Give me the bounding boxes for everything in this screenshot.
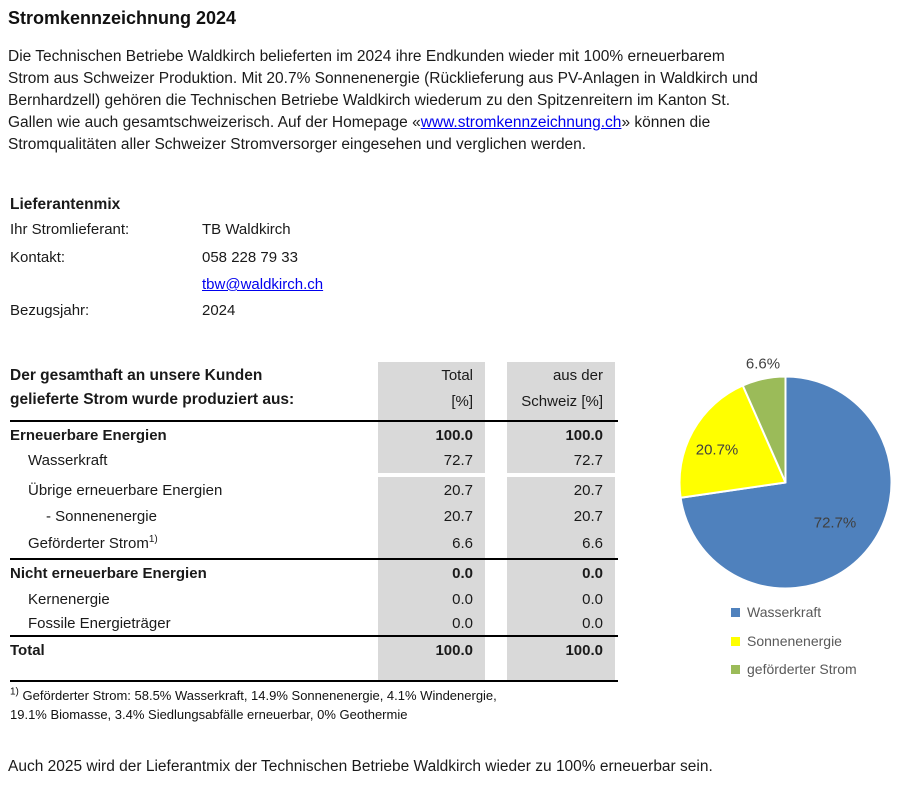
stromkennzeichnung-link[interactable]: www.stromkennzeichnung.ch [420, 114, 622, 131]
table-bottom-padding [10, 663, 615, 680]
row-label: Wasserkraft [28, 452, 108, 469]
row-label-text: Geförderter Strom [28, 535, 149, 552]
footnote-text-2: 19.1% Biomasse, 3.4% Siedlungsabfälle erneuerbar, 0% Geothermie [10, 707, 408, 722]
row-label: Fossile Energieträger [28, 615, 171, 632]
footnote-text-1: Geförderter Strom: 58.5% Wasserkraft, 14.9% Sonnenenergie, 4.1% Windenergie, [18, 688, 497, 703]
header-schweiz-line-1: aus der [552, 367, 603, 384]
supplier-value: TB Waldkirch [202, 221, 291, 238]
row-schweiz: 0.0 [507, 612, 615, 635]
intro-line-1: Die Technischen Betriebe Waldkirch belieferten im 2024 ihre Endkunden wieder mit 100% erneuerbarem [8, 48, 725, 65]
legend-item-sonnenenergie [731, 633, 842, 649]
row-schweiz: 20.7 [507, 503, 615, 529]
intro-paragraph [8, 46, 900, 156]
row-total: 100.0 [378, 637, 485, 663]
footnote-marker: 1) [10, 686, 19, 698]
table-row-nicht-erneuerbare [10, 560, 615, 586]
table-row-sonnenenergie [10, 503, 615, 529]
pie-chart [650, 340, 900, 685]
row-schweiz: 20.7 [507, 477, 615, 503]
row-schweiz: 0.0 [507, 586, 615, 612]
supplier-row-bezugsjahr [10, 302, 235, 319]
row-label: Nicht erneuerbare Energien [10, 564, 207, 582]
header-total-line-2: [%] [451, 393, 473, 410]
legend-label: Wasserkraft [747, 604, 822, 620]
row-total: 0.0 [378, 612, 485, 635]
table-row-erneuerbare [10, 422, 615, 448]
email-link[interactable]: tbw@waldkirch.ch [202, 276, 324, 293]
energy-mix-table [10, 358, 622, 682]
row-total: 0.0 [378, 560, 485, 586]
footnote-marker: 1) [148, 534, 158, 545]
header-schweiz-line-2: Schweiz [%] [521, 393, 603, 410]
row-label: Kernenergie [28, 590, 110, 608]
row-label: Übrige erneuerbare Energien [28, 481, 223, 499]
table-header-row [10, 362, 615, 420]
row-label: Total [10, 641, 45, 659]
legend-label: geförderter Strom [747, 661, 857, 677]
table-row-fossile [10, 612, 615, 635]
table-bottom-border [10, 680, 618, 682]
pie-label-wasserkraft: 72.7% [813, 514, 857, 532]
row-total: 100.0 [378, 422, 485, 448]
supplier-label: Kontakt: [10, 249, 66, 266]
table-row-uebrige [10, 477, 615, 503]
row-total: 20.7 [378, 477, 485, 503]
supplier-value: 058 228 79 33 [202, 249, 298, 266]
table-header-total [378, 362, 485, 420]
row-total: 6.6 [378, 529, 485, 558]
supplier-section-heading: Lieferantenmix [10, 196, 121, 213]
intro-line-4-before: Gallen wie auch gesamtschweizerisch. Auf der Homepage « [8, 114, 421, 131]
legend-item-wasserkraft [731, 604, 821, 620]
table-row-wasserkraft [10, 448, 615, 473]
legend-marker-wasserkraft [731, 608, 740, 617]
row-schweiz: 72.7 [507, 448, 615, 473]
legend-label: Sonnenenergie [747, 633, 842, 649]
row-label: Erneuerbare Energien [10, 426, 167, 444]
row-label: - Sonnenenergie [46, 507, 157, 525]
legend-marker-sonnenenergie [731, 637, 740, 646]
pie-label-gefoerderter-strom: 6.6% [745, 355, 781, 373]
table-header-label [10, 362, 378, 412]
table-row-gefoerderter-strom [10, 529, 615, 558]
table-header-schweiz [507, 362, 615, 420]
row-total: 20.7 [378, 503, 485, 529]
row-schweiz: 100.0 [507, 422, 615, 448]
intro-line-4 [8, 112, 900, 134]
row-schweiz: 100.0 [507, 637, 615, 663]
table-row-total [10, 637, 615, 663]
supplier-row-lieferant [10, 221, 291, 238]
table-footnote [10, 686, 497, 724]
legend-item-gefoerderter-strom [731, 661, 857, 677]
header-total-line-1: Total [441, 367, 473, 384]
legend-marker-gefoerderter-strom [731, 665, 740, 674]
intro-line-2: Strom aus Schweizer Produktion. Mit 20.7% Sonnenenergie (Rücklieferung aus PV-Anlagen in Waldkirch und [8, 70, 758, 87]
supplier-label: Ihr Stromlieferant: [10, 221, 130, 238]
pie-chart-svg [650, 340, 900, 590]
intro-line-4-after: » können die [621, 114, 711, 131]
table-row-kernenergie [10, 586, 615, 612]
header-label-line-1: Der gesamthaft an unsere Kunden [10, 367, 263, 384]
closing-paragraph: Auch 2025 wird der Lieferantmix der Technischen Betriebe Waldkirch wieder zu 100% erneuerbar sein. [8, 758, 713, 775]
supplier-row-email [10, 276, 323, 293]
row-schweiz: 6.6 [507, 529, 615, 558]
row-total: 72.7 [378, 448, 485, 473]
supplier-value: 2024 [202, 302, 236, 319]
footnote-line-1 [10, 686, 497, 705]
pie-label-sonnenenergie: 20.7% [695, 441, 739, 459]
supplier-row-kontakt [10, 249, 298, 266]
row-label [10, 535, 378, 552]
header-label-line-2: gelieferte Strom wurde produziert aus: [10, 391, 295, 408]
supplier-label: Bezugsjahr: [10, 302, 90, 319]
intro-line-3: Bernhardzell) gehören die Technischen Betriebe Waldkirch wiederum zu den Spitzenreitern im Kanton St. [8, 92, 730, 109]
page-title: Stromkennzeichnung 2024 [8, 8, 237, 28]
row-total: 0.0 [378, 586, 485, 612]
row-schweiz: 0.0 [507, 560, 615, 586]
intro-line-5: Stromqualitäten aller Schweizer Stromversorger eingesehen und verglichen werden. [8, 136, 587, 153]
